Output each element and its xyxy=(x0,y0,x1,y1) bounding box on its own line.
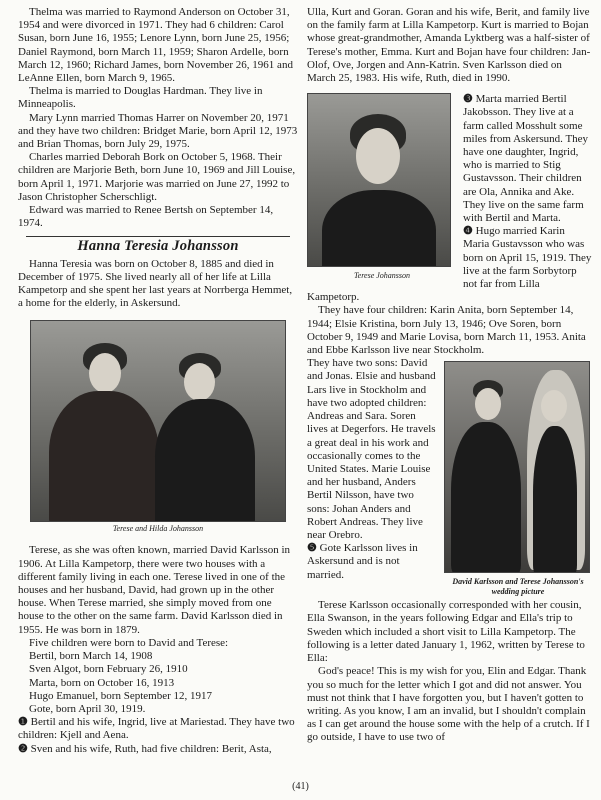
paragraph: Five children were born to David and Terese: xyxy=(29,636,229,649)
list-item: Bertil, born March 14, 1908 xyxy=(29,650,153,663)
paragraph: They have four children: Karin Anita, born September 14, 1944; Elsie Kristina, born July 13, 1946; Ove Soren, born October 9, 1949 and Marie Lovisa, born March 11, 1953. Anita and Ebbe Karlsson live near Stockholm. xyxy=(307,304,586,357)
paragraph: Thelma is married to Douglas Hardman. They live in Minneapolis. xyxy=(18,85,263,111)
photo-figure-face xyxy=(89,353,121,393)
photo-figure xyxy=(533,426,577,573)
photo-figure xyxy=(322,190,436,267)
photo2-wrap xyxy=(444,361,592,597)
right-column xyxy=(307,6,592,745)
numbered-paragraph xyxy=(18,743,298,756)
section-heading: Hanna Teresia Johansson xyxy=(77,238,239,255)
numbered-paragraph xyxy=(18,716,298,742)
paragraph-text: Gote Karlsson lives in Askersund and is not married. xyxy=(307,542,418,581)
paragraph: God's peace! This is my wish for you, Elin and Edgar. Thank you so much for the letter which I got and did not answer. You must not think that I have forgotten you, but I haven't gotten to writing. As you know, I am an invalid, but I shouldn't complain as I can get around the house some with the help of a crutch. If I go outside, I have to use two of xyxy=(307,665,590,744)
children-list xyxy=(18,650,298,716)
page-number: (41) xyxy=(292,781,309,792)
list-item: Gote, born April 30, 1919. xyxy=(29,702,146,715)
paragraph: Charles married Deborah Bork on October 5, 1968. Their children are Marjorie Beth, born June 10, 1969 and Jill Louise, born April 1, 1971. Marjorie was married on June 27, 1992 to Jason Christopher Scherschligt. xyxy=(18,151,296,203)
photo-wedding xyxy=(444,361,590,573)
list-item: Marta, born on October 16, 1913 xyxy=(29,676,175,689)
photo1-wrap xyxy=(307,93,457,281)
paragraph: Hanna Teresia was born on October 8, 1885 and died in December of 1975. She lived nearly all of her life at Lilla Kampetorp and she spent her last years at Norrberga Hemmet, a home for the elderly, in Askersund. xyxy=(18,257,293,310)
photo-terese-johansson xyxy=(307,93,451,267)
paragraph: Terese Karlsson occasionally corresponded with her cousin, Ella Swanson, in the years following Edgar and Ella's trip to Sweden which included a short visit to Lilla Kampetorp. The following is a letter dated January 1, 1962, written by Terese to Ella: xyxy=(307,599,585,665)
photo-caption: David Karlsson and Terese Johansson's wedding picture xyxy=(452,577,584,597)
paragraph: Mary Lynn married Thomas Harrer on November 20, 1971 and they have two children: Bridget Marie, born April 12, 1973 and Brian Thomas, born July 29, 1975. xyxy=(18,111,298,151)
left-column xyxy=(18,6,298,756)
photo-figure-face xyxy=(356,128,400,184)
photo-figure-face xyxy=(184,363,215,401)
photo-figure xyxy=(451,422,521,573)
paragraph: Edward was married to Renee Bertsh on September 14, 1974. xyxy=(18,204,274,230)
photo-terese-and-hilda xyxy=(30,320,286,522)
number-marker: ❹ xyxy=(463,225,473,238)
photo-figure-face xyxy=(475,388,501,420)
number-marker: ❸ xyxy=(463,93,473,106)
list-item: Hugo Emanuel, born September 12, 1917 xyxy=(29,689,212,702)
paragraph: Terese, as she was often known, married David Karlsson in 1906. At Lilla Kampetorp, there were two houses with a different family living in each one. Terese lived in one of the houses and her husband, David, had grown up in the other house. When Terese married, she simply moved from one house to the other on the same farm. David Karlsson died in 1955. He was born in 1879. xyxy=(18,544,291,636)
section-divider xyxy=(26,236,290,237)
number-marker: ❷ xyxy=(18,742,28,755)
list-item: Sven Algot, born February 26, 1910 xyxy=(29,663,188,676)
paragraph-text: Marta married Bertil Jakobsson. They live at a farm called Mosshult some miles from Askersund. They have one daughter, Ingrid, who is married to Stig Gustavsson. Their children are Ola, Annika and Ake. They live on the same farm with Bertil and Marta. xyxy=(463,93,589,225)
photo-figure xyxy=(155,399,255,522)
number-marker: ❺ xyxy=(307,542,317,555)
photo-caption: Terese and Hilda Johansson xyxy=(112,524,204,534)
paragraph: Ulla, Kurt and Goran. Goran and his wife, Berit, and family live on the family farm at Lilla Kampetorp. Kurt is married to Bojan whose great-grandmother, Amanda Lyktberg was a half-sister of Terese's mother, Emma. Kurt and Bojan have four children: Jan-Olof, Ove, Jorgen and Ann-Katrin. Sven Karlsson died on March 25, 1983. His wife, Ruth, died in 1990. xyxy=(307,6,591,85)
paragraph: They have two sons: David and Jonas. Elsie and husband Lars live in Stockholm and have two adopted children: Andreas and Sara. Soren lives at Degerfors. He travels a great deal in his work and occasionally comes to the United States. Marie Louise and her husband, Anders Bertil Nilsson, have two sons: Johan Anders and Robert Andreas. They live near Orebro. xyxy=(307,357,436,541)
photo-figure xyxy=(49,391,159,522)
paragraph: Thelma was married to Raymond Anderson on October 31, 1954 and were divorced in 1971. They had 6 children: Carol Susan, born June 16, 1955; Lenore Lynn, born June 25, 1956; Daniel Raymond, born March 11, 1959; Sharon Ardelle, born March 12, 1960; Richard James, born November 26, 1961 and LeAnne Ellen, born March 9, 1965. xyxy=(18,6,293,85)
paragraph-text: Sven and his wife, Ruth, had five children: Berit, Asta, xyxy=(27,742,272,755)
photo-caption: Terese Johansson xyxy=(353,271,411,281)
paragraph-text: Bertil and his wife, Ingrid, live at Mariestad. They have two children: Kjell and Aena. xyxy=(18,716,295,742)
number-marker: ❶ xyxy=(18,716,28,729)
paragraph-text: Hugo married Karin Maria Gustavsson who was born on April 15, 1919. They live at the farm Sorbytorp not far from Lilla Kampetorp. xyxy=(307,225,592,304)
